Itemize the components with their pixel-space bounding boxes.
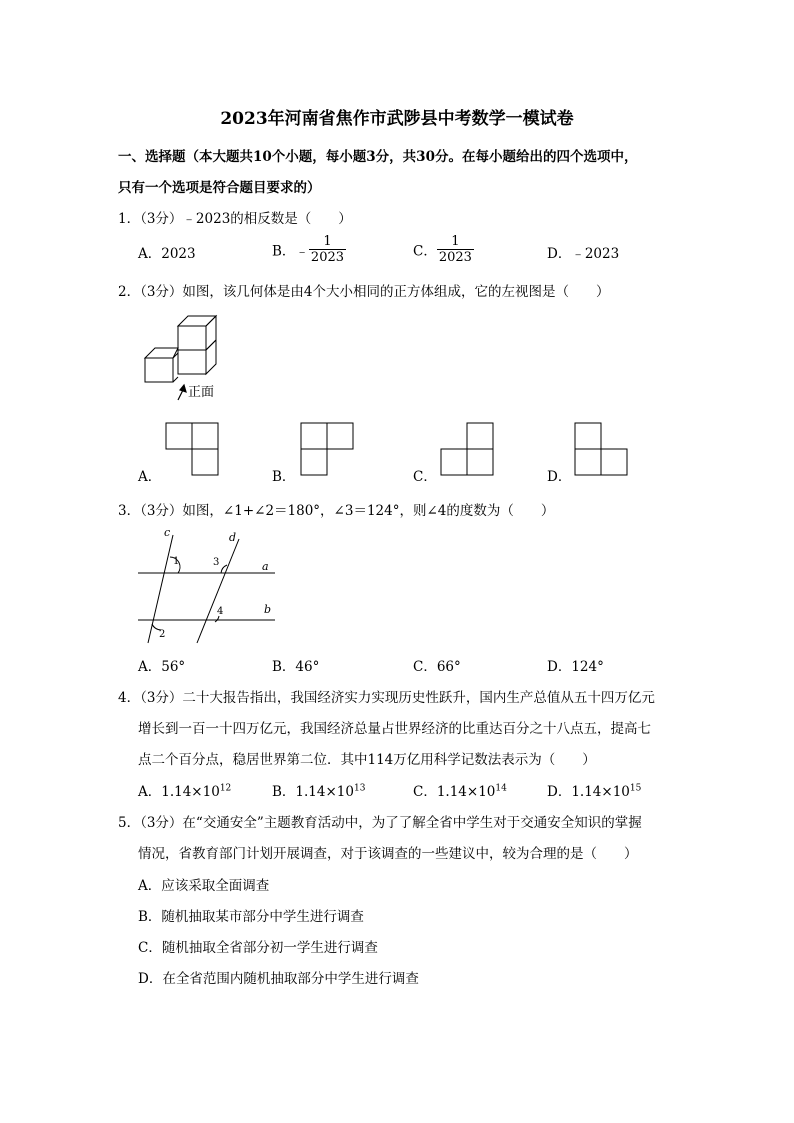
q2-cubes-figure xyxy=(140,312,250,404)
q3-label-c: c xyxy=(164,526,171,539)
question-2-stem: 2．（3分）如图，该几何体是由4个大小相同的正方体组成，它的左视图是（ ） xyxy=(118,284,610,300)
question-1-stem: 1．（3分）﹣2023的相反数是（ ） xyxy=(118,211,352,227)
q3-option-c: C．66° xyxy=(413,659,461,675)
question-5-stem-line1: 5．（3分）在“交通安全”主题教育活动中，为了了解全省中学生对于交通安全知识的掌握 xyxy=(118,815,642,831)
q4-option-b-exp: 13 xyxy=(353,783,366,794)
q2-option-a-figure xyxy=(165,422,221,476)
q2-option-d-figure xyxy=(574,422,630,476)
q3-angle-3: 3 xyxy=(213,557,220,568)
q2-option-d-label: D． xyxy=(547,469,572,485)
q2-option-b-figure xyxy=(300,422,356,476)
q4-option-c xyxy=(413,780,507,800)
q4-option-c-exp: 14 xyxy=(495,783,507,794)
q3-angle-4: 4 xyxy=(217,606,224,617)
question-3-stem: 3．（3分）如图，∠1+∠2＝180°，∠3＝124°，则∠4的度数为（ ） xyxy=(118,503,555,519)
q1-option-a: A．2023 xyxy=(138,246,196,262)
q2-option-c-figure xyxy=(440,422,496,476)
question-5-stem-line2: 情况，省教育部门计划开展调查，对于该调查的一些建议中，较为合理的是（ ） xyxy=(138,846,638,862)
q1-option-b-prefix: B．﹣ xyxy=(272,243,309,260)
q1-option-b-fraction xyxy=(309,234,346,265)
q3-label-a: a xyxy=(262,560,269,573)
q2-front-label: 正面 xyxy=(188,385,215,400)
q3-label-b: b xyxy=(264,603,272,616)
q4-option-a-exp: 12 xyxy=(219,783,232,794)
q5-option-b: B．随机抽取某市部分中学生进行调查 xyxy=(138,909,364,925)
q3-option-d: D．124° xyxy=(547,659,604,675)
q5-option-c: C．随机抽取全省部分初一学生进行调查 xyxy=(138,940,378,956)
question-4-stem-line3: 点二个百分点，稳居世界第二位．其中114万亿用科学记数法表示为（ ） xyxy=(138,752,596,768)
q1-option-c-prefix: C． xyxy=(413,243,437,260)
q4-option-d-base: D．1.14×10 xyxy=(547,784,630,800)
q2-option-b-label: B． xyxy=(272,469,296,485)
q3-lines-figure xyxy=(135,525,280,645)
question-4-stem-line2: 增长到一百一十四万亿元，我国经济总量占世界经济的比重达百分之十八点五，提高七 xyxy=(138,721,651,737)
q1-option-c-denominator: 2023 xyxy=(438,250,472,265)
q5-option-a: A．应该采取全面调查 xyxy=(138,878,270,894)
q2-option-c-label: C． xyxy=(413,469,437,485)
section-heading-line2: 只有一个选项是符合题目要求的） xyxy=(118,180,321,196)
q3-option-b: B．46° xyxy=(272,659,320,675)
q3-angle-2: 2 xyxy=(159,629,166,640)
q1-option-b-denominator: 2023 xyxy=(310,250,345,265)
page-title: 2023年河南省焦作市武陟县中考数学一模试卷 xyxy=(220,109,574,129)
section-heading-line1: 一、选择题（本大题共10个小题，每小题3分，共30分。在每小题给出的四个选项中， xyxy=(118,149,638,165)
q1-option-c-numerator: 1 xyxy=(451,234,460,249)
q4-option-a xyxy=(138,780,231,800)
q2-option-a-label: A． xyxy=(138,469,162,485)
q4-option-b xyxy=(272,780,365,800)
q3-option-a: A．56° xyxy=(138,659,186,675)
q1-option-c xyxy=(413,234,474,265)
q4-option-a-base: A．1.14×10 xyxy=(138,784,220,800)
q4-option-d-exp: 15 xyxy=(629,783,642,794)
q5-option-d: D．在全省范围内随机抽取部分中学生进行调查 xyxy=(138,971,419,987)
q1-option-b xyxy=(272,234,346,265)
q4-option-c-base: C．1.14×10 xyxy=(413,784,496,800)
q4-option-d xyxy=(547,780,641,800)
q1-option-d: D．﹣2023 xyxy=(547,246,620,262)
q3-label-d: d xyxy=(229,531,237,544)
question-4-stem-line1: 4．（3分）二十大报告指出，我国经济实力实现历史性跃升，国内生产总值从五十四万亿元 xyxy=(118,690,655,706)
q1-option-b-numerator: 1 xyxy=(323,234,332,249)
q3-angle-1: 1 xyxy=(173,556,180,567)
q4-option-b-base: B．1.14×10 xyxy=(272,784,354,800)
q1-option-c-fraction xyxy=(437,234,474,265)
